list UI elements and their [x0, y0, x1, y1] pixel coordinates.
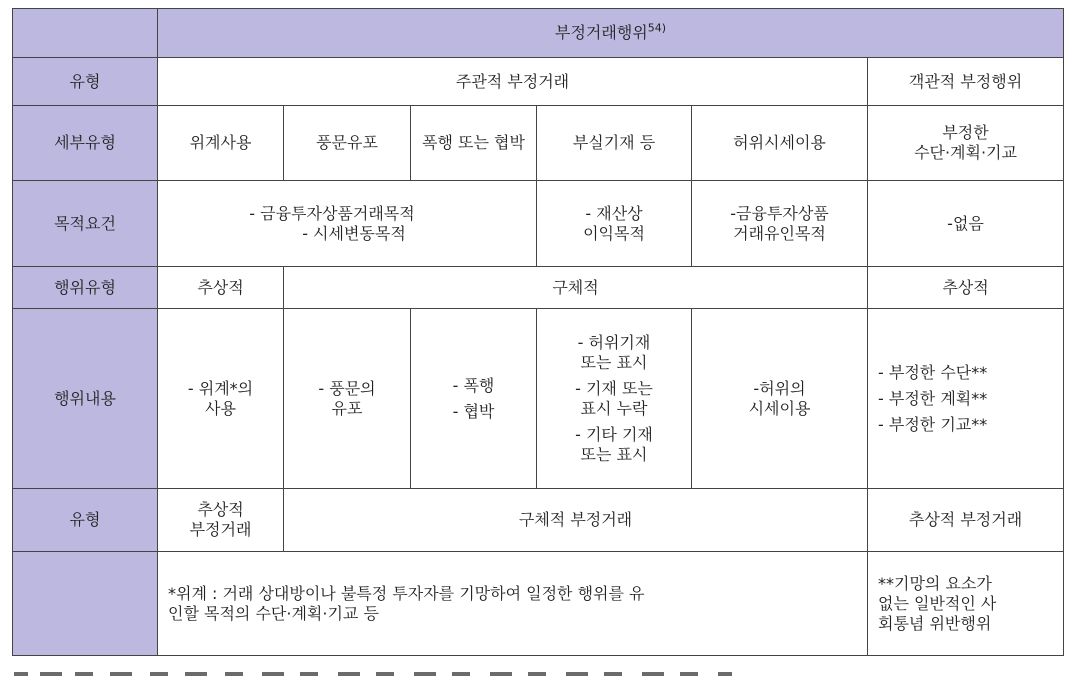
- act-type-last: 추상적: [868, 267, 1064, 309]
- note-last-line-1: **기망의 요소가: [878, 573, 992, 593]
- subtype-cell-4: 부실기재 등: [537, 106, 692, 181]
- subtype-6-line-2: 수단·계획·기교: [914, 143, 1017, 162]
- act-content-cell-4: [537, 309, 692, 489]
- table-title: 부정거래행위: [555, 23, 648, 42]
- purpose-row: [13, 181, 1064, 267]
- objective-fraud-cell: 객관적 부정행위: [868, 58, 1064, 106]
- subtype-cell-2: 풍문유포: [284, 106, 411, 181]
- note-line-1: *위계 : 거래 상대방이나 불특정 투자자를 기망하여 일정한 행위를 유: [168, 583, 645, 603]
- act-4-line-3: - 기재 또는: [575, 378, 653, 398]
- act-content-row: [13, 309, 1064, 489]
- title-footnote-mark: 54): [647, 21, 667, 35]
- act-6-line-1: - 부정한 수단**: [878, 362, 988, 382]
- act-4-line-6: 또는 표시: [580, 444, 648, 464]
- act-type-first: 추상적: [158, 267, 284, 309]
- purpose-cell-5: [692, 181, 868, 267]
- note-line-2: 인할 목적의 수단·계획·기교 등: [168, 603, 379, 623]
- subtype-row: [13, 106, 1064, 181]
- purpose-4-line-2: 이익목적: [583, 223, 645, 243]
- purpose-line-1: - 금융투자상품거래목적: [249, 203, 415, 223]
- note-label-cell: [13, 552, 158, 656]
- type2-last: 추상적 부정거래: [868, 489, 1064, 552]
- fraudulent-trading-table: [12, 8, 1064, 656]
- act-1-line-1: - 위계*의: [187, 378, 254, 398]
- purpose-merged-cell: [158, 181, 537, 267]
- header-title-cell: [158, 9, 1064, 58]
- act-type-middle: 구체적: [284, 267, 868, 309]
- purpose-5-line-2: 거래유인목적: [733, 223, 826, 243]
- act-4-line-4: 표시 누락: [580, 398, 648, 418]
- header-corner-cell: [13, 9, 158, 58]
- act-content-cell-3: [411, 309, 537, 489]
- type2-row: [13, 489, 1064, 552]
- subtype-6-line-1: 부정한: [942, 123, 989, 142]
- type2-label: 유형: [13, 489, 158, 552]
- act-content-label: 행위내용: [13, 309, 158, 489]
- act-1-line-2: 사용: [205, 398, 236, 418]
- act-4-line-1: - 허위기재: [577, 332, 651, 352]
- note-last-cell: [868, 552, 1064, 656]
- act-4-line-2: 또는 표시: [580, 352, 648, 372]
- act-type-row: [13, 267, 1064, 309]
- act-4-line-5: - 기타 기재: [575, 424, 653, 444]
- subtype-label: 세부유형: [13, 106, 158, 181]
- type2-first-line-1: 추상적: [197, 500, 244, 519]
- act-5-line-2: 시세이용: [748, 398, 811, 418]
- note-cell: [158, 552, 868, 656]
- type2-first-line-2: 부정거래: [189, 520, 252, 539]
- act-2-line-2: 유포: [331, 398, 363, 418]
- type2-first: [158, 489, 284, 552]
- purpose-4-line-1: - 재산상: [585, 203, 643, 223]
- act-content-cell-5: [692, 309, 868, 489]
- act-content-cell-1: [158, 309, 284, 489]
- type-row: [13, 58, 1064, 106]
- act-6-line-3: - 부정한 기교**: [878, 414, 988, 434]
- note-last-line-2: 없는 일반적인 사: [878, 593, 997, 613]
- act-3-line-2: - 협박: [452, 401, 495, 421]
- type-label: 유형: [13, 58, 158, 106]
- act-content-cell-2: [284, 309, 411, 489]
- purpose-label: 목적요건: [13, 181, 158, 267]
- act-3-line-1: - 폭행: [452, 375, 495, 395]
- act-5-line-1: -허위의: [753, 378, 806, 398]
- act-type-label: 행위유형: [13, 267, 158, 309]
- subtype-cell-6: [868, 106, 1064, 181]
- subtype-cell-1: 위계사용: [158, 106, 284, 181]
- subtype-cell-5: 허위시세이용: [692, 106, 868, 181]
- note-last-line-3: 회통념 위반행위: [878, 613, 992, 633]
- cropped-text-remnant: [0, 672, 1076, 679]
- act-6-line-2: - 부정한 계획**: [878, 388, 988, 408]
- type2-middle: 구체적 부정거래: [284, 489, 868, 552]
- subjective-fraud-cell: 주관적 부정거래: [158, 58, 868, 106]
- purpose-cell-6: -없음: [868, 181, 1064, 267]
- purpose-5-line-1: -금융투자상품: [730, 203, 829, 223]
- purpose-cell-4: [537, 181, 692, 267]
- act-content-cell-6: [868, 309, 1064, 489]
- note-row: [13, 552, 1064, 656]
- subtype-cell-3: 폭행 또는 협박: [411, 106, 537, 181]
- header-row: [13, 9, 1064, 58]
- purpose-line-2: - 시세변동목적: [302, 223, 406, 243]
- act-2-line-1: - 풍문의: [318, 378, 376, 398]
